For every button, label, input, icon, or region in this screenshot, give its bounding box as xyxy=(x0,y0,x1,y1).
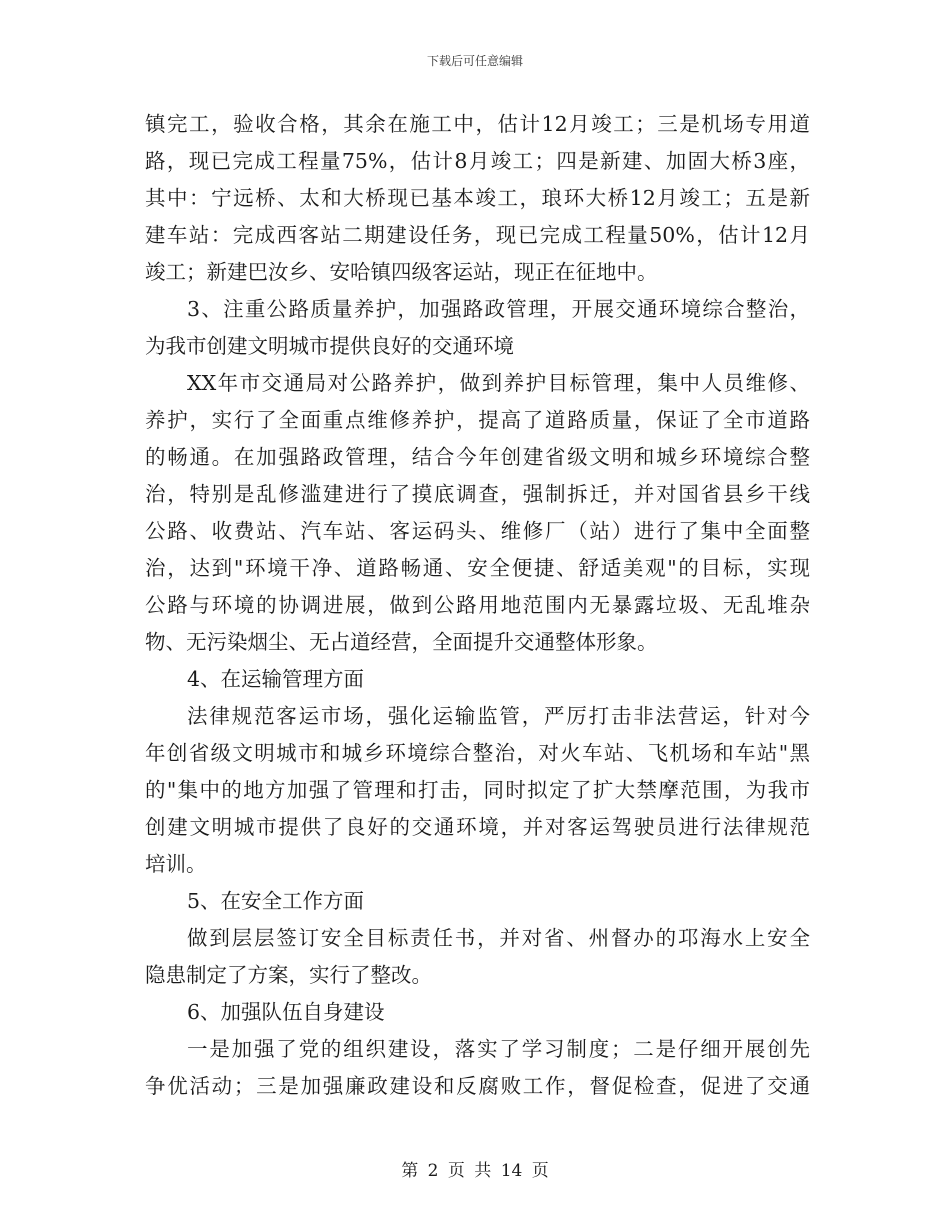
paragraph xyxy=(145,106,810,291)
text-line: 治，特别是乱修滥建进行了摸底调查，强制拆迁，并对国省县乡干线 xyxy=(145,482,810,506)
text-line: 镇完工，验收合格，其余在施工中，估计12月竣工；三是机场专用道 xyxy=(145,112,810,136)
text-line: 为我市创建文明城市提供良好的交通环境 xyxy=(145,334,514,358)
section-heading xyxy=(145,661,810,698)
text-line: 的畅通。在加强路政管理，结合今年创建省级文明和城乡环境综合整 xyxy=(145,445,810,469)
text-line: 培训。 xyxy=(145,852,207,876)
text-line: XX年市交通局对公路养护，做到养护目标管理，集中人员维修、 xyxy=(187,371,810,395)
text-line: 路，现已完成工程量75%，估计8月竣工；四是新建、加固大桥3座， xyxy=(145,149,810,173)
text-line: 隐患制定了方案，实行了整改。 xyxy=(145,963,432,987)
text-line: 竣工；新建巴汝乡、安哈镇四级客运站，现正在征地中。 xyxy=(145,260,658,284)
text-line: 物、无污染烟尘、无占道经营，全面提升交通整体形象。 xyxy=(145,630,658,654)
section-heading xyxy=(145,883,810,920)
paragraph xyxy=(145,1031,810,1105)
section-heading xyxy=(145,291,810,365)
text-line: 创建文明城市提供了良好的交通环境，并对客运驾驶员进行法律规范 xyxy=(145,815,810,839)
page-number: 第 2 页 共 14 页 xyxy=(401,1161,549,1181)
text-line: 6、加强队伍自身建设 xyxy=(187,1000,385,1024)
text-line: 治，达到"环境干净、道路畅通、安全便捷、舒适美观"的目标，实现 xyxy=(145,556,810,580)
text-line: 4、在运输管理方面 xyxy=(187,667,365,691)
text-line: 做到层层签订安全目标责任书，并对省、州督办的邛海水上安全 xyxy=(187,926,810,950)
paragraph xyxy=(145,920,810,994)
text-line: 5、在安全工作方面 xyxy=(187,889,365,913)
text-line: 建车站：完成西客站二期建设任务，现已完成工程量50%，估计12月 xyxy=(145,223,810,247)
text-line: 争优活动；三是加强廉政建设和反腐败工作，督促检查，促进了交通 xyxy=(145,1074,810,1098)
text-line: 养护，实行了全面重点维修养护，提高了道路质量，保证了全市道路 xyxy=(145,408,810,432)
text-line: 一是加强了党的组织建设，落实了学习制度；二是仔细开展创先 xyxy=(187,1037,810,1061)
text-line: 公路与环境的协调进展，做到公路用地范围内无暴露垃圾、无乱堆杂 xyxy=(145,593,810,617)
paragraph xyxy=(145,698,810,883)
text-line: 年创省级文明城市和城乡环境综合整治，对火车站、飞机场和车站"黑 xyxy=(145,741,810,765)
text-line: 法律规范客运市场，强化运输监管，严厉打击非法营运，针对今 xyxy=(187,704,810,728)
text-line: 3、注重公路质量养护，加强路政管理，开展交通环境综合整治， xyxy=(187,297,810,321)
section-heading xyxy=(145,994,810,1031)
document-body xyxy=(145,106,810,1105)
page-header: 下载后可任意编辑 xyxy=(426,54,523,68)
text-line: 的"集中的地方加强了管理和打击，同时拟定了扩大禁摩范围，为我市 xyxy=(145,778,810,802)
text-line: 公路、收费站、汽车站、客运码头、维修厂（站）进行了集中全面整 xyxy=(145,519,810,543)
paragraph xyxy=(145,365,810,661)
text-line: 其中：宁远桥、太和大桥现已基本竣工，琅环大桥12月竣工；五是新 xyxy=(145,186,810,210)
